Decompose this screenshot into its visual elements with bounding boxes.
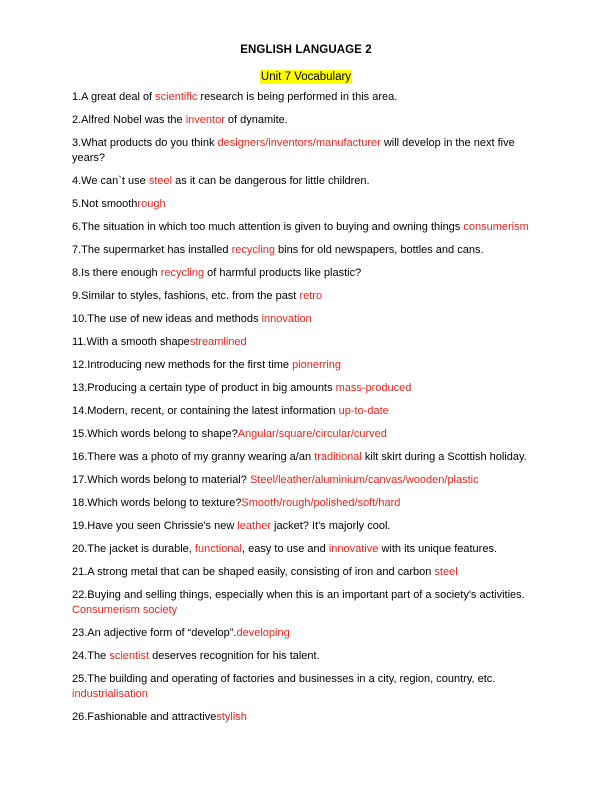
question-text: 5.Not smooth [72,198,138,210]
answer-text: industrialisation [72,688,148,700]
question-text: 11.With a smooth shape [72,336,190,348]
answer-text: traditional [314,451,362,463]
question-text: deserves recognition for his talent. [149,650,320,662]
question-text: 15.Which words belong to shape? [72,428,238,440]
question-text: will develop in the next five years? [72,137,515,164]
question-text: as it can be dangerous for little children. [172,175,370,187]
list-item [72,174,542,189]
answer-text: consumerism [463,221,529,233]
question-text: 21.A strong metal that can be shaped easily, consisting of iron and carbon [72,566,435,578]
answer-text: retro [299,290,323,302]
question-text: 1.A great deal of [72,91,156,103]
question-text: jacket? It's majorly cool. [271,520,391,532]
question-text: with its unique features. [378,543,498,555]
question-text: research is being performed in this area. [197,91,398,103]
list-item [72,243,542,258]
list-item [72,710,542,725]
list-item [72,649,542,664]
question-text: 16.There was a photo of my granny wearing a/an [72,451,315,463]
question-text: 24.The [72,650,110,662]
list-item [72,519,542,534]
answer-text: leather [237,520,271,532]
answer-text: mass-produced [335,382,412,394]
list-item [72,496,542,511]
list-item [72,450,542,465]
list-item [72,542,542,557]
list-item [72,136,542,166]
answer-text: Smooth/rough/polished/soft/hard [241,497,401,509]
subtitle-container [0,67,612,85]
list-item [72,626,542,641]
vocabulary-list [72,90,542,733]
question-text: bins for old newspapers, bottles and cans. [275,244,484,256]
list-item [72,672,542,702]
question-text: 23.An adjective form of “develop”. [72,627,237,639]
answer-text: Steel/leather/aluminium/canvas/wooden/plastic [249,474,479,486]
question-text: of harmful products like plastic? [204,267,362,279]
list-item [72,588,542,618]
answer-text: Angular/square/circular/curved [237,428,387,440]
list-item [72,427,542,442]
list-item [72,473,542,488]
page-title: ENGLISH LANGUAGE 2 [240,44,372,56]
answer-text: recycling [160,267,205,279]
answer-text: scientist [109,650,150,662]
answer-text: innovative [328,543,379,555]
question-text: 13.Producing a certain type of product in big amounts [72,382,336,394]
question-text: 9.Similar to styles, fashions, etc. from the past [72,290,300,302]
list-item [72,404,542,419]
question-text: 3.What products do you think [72,137,218,149]
question-text: 10.The use of new ideas and methods [72,313,262,325]
list-item [72,565,542,580]
question-text: kilt skirt during a Scottish holiday. [361,451,527,463]
list-item [72,90,542,105]
question-text: 12.Introducing new methods for the first time [72,359,293,371]
list-item [72,335,542,350]
question-text: 2.Alfred Nobel was the [72,114,186,126]
answer-text: Consumerism society [72,604,178,616]
list-item [72,113,542,128]
answer-text: rough [137,198,166,210]
list-item [72,289,542,304]
question-text: 17.Which words belong to material? [72,474,250,486]
answer-text: up-to-date [338,405,389,417]
answer-text: recycling [231,244,275,256]
question-text: 6.The situation in which too much attention is given to buying and owning things [72,221,464,233]
answer-text: stylish [216,711,247,723]
answer-text: scientific [155,91,198,103]
question-text: 4.We can`t use [72,175,149,187]
list-item [72,381,542,396]
answer-text: inventor [185,114,225,126]
answer-text: functional [194,543,242,555]
question-text: 22.Buying and selling things, especially when this is an important part of a society's activities. [72,589,525,601]
list-item [72,358,542,373]
question-text: 8.Is there enough [72,267,161,279]
page-subtitle: Unit 7 Vocabulary [260,71,352,83]
question-text: 18.Which words belong to texture? [72,497,242,509]
list-item [72,197,542,212]
answer-text: steel [434,566,458,578]
question-text: 26.Fashionable and attractive [72,711,217,723]
answer-text: steel [148,175,173,187]
answer-text: designers/inventors/manufacturer [217,137,381,149]
question-text: of dynamite. [224,114,288,126]
answer-text: innovation [261,313,312,325]
question-text: 25.The building and operating of factories and businesses in a city, region, country, etc. [72,673,496,685]
question-text: 7.The supermarket has installed [72,244,232,256]
answer-text: developing [236,627,290,639]
answer-text: pionerring [292,359,342,371]
question-text: 20.The jacket is durable, [72,543,195,555]
list-item [72,266,542,281]
question-text: 19.Have you seen Chrissie's new [72,520,238,532]
list-item [72,312,542,327]
answer-text: streamlined [189,336,247,348]
list-item [72,220,542,235]
question-text: , easy to use and [242,543,329,555]
question-text: 14.Modern, recent, or containing the latest information [72,405,339,417]
